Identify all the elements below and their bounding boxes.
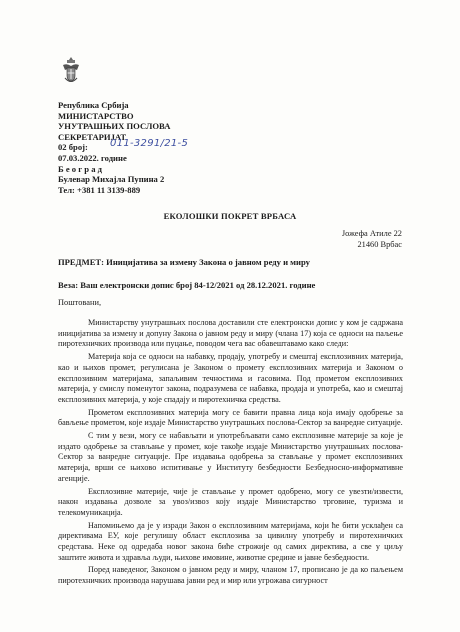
body-paragraph: Прометом експлозивних материја могу се бавити правна лица која имају одобрење за бављење прометом, које издаје Министарство унутрашњих послова-Сектор за ванредне ситуације. [58,407,403,428]
letter-subject: ПРЕДМЕТ: Иницијатива за измену Закона о јавном реду и миру [58,257,310,267]
republic-name: Република Србија [58,100,129,110]
body-paragraph: Поред наведеног, Законом о јавном реду и миру, чланом 17, прописано је да ко паљењем пиротехничких производа нарушава јавни ред и мир или угрожава сигурност [58,565,403,586]
addressee-street: Јожефа Атиле 22 [341,229,402,238]
letter-reference: Веза: Ваш електронски допис број 84-12/2021 од 28.12.2021. године [58,280,316,290]
body-paragraph: Министарству унутрашњих послова доставили сте електронски допис у ком је садржана иницијатива за измену и допуну Закона о јавном реду и миру (члана 17) која се односи на паљење пиротехничких производа или пуцање, поводом чега вас обавештавамо како следи: [58,318,403,349]
body-paragraph: Материја која се односи на набавку, продају, употребу и смештај експлозивних материја, као и њихов промет, регулисана је Законом о промету експлозивних материја и Законом о експлозивним материјама, запаљивим течностима и гасовима. Под прометом експлозивних материја, у смислу поменутог закона, подразумева се набавка, продаја и употреба, као и смештај експлозивних материја, у које спадају и пиротехничка средства. [58,352,403,404]
letter-body [58,318,403,587]
ministry-name-line1: МИНИСТАРСТВО [58,110,134,121]
body-paragraph: С тим у вези, могу се набављати и употребљавати само експлозивне материје за које је издато одобрење за стављање у промет, које такође издаје Министарство унутрашњих послова-Сектор за ванредне ситуације. Пре издавања одобрења за стављање у промет експлозивних материја, врши се њихово испитивање у Институту безбедности Безбедносно-информативне агенције. [58,431,403,483]
addressee-address [342,228,402,250]
greeting: Поштовани, [58,298,102,307]
sender-phone: Тел: +381 11 3139-889 [58,184,141,195]
registration-label: 02 број: [58,142,88,153]
secretariat-name: СЕКРЕТАРИЈАТ [58,131,127,142]
sender-street: Булевар Михајла Пупина 2 [58,174,165,185]
addressee-city: 21460 Врбас [357,240,402,249]
letter-date: 07.03.2022. године [58,152,127,163]
handwritten-registration-number: 011-3291/21-5 [110,138,189,150]
serbia-coat-of-arms-icon [61,56,81,86]
addressee-name: ЕКОЛОШКИ ПОКРЕТ ВРБАСА [163,211,297,221]
body-paragraph: Напомињемо да је у изради Закон о експлозивним материјама, који ће бити усклађен са директивама ЕУ, које регулишу област експлозива за цивилну употребу и пиротехничких средстава. Неке од одредаба новог закона биће строжије од самих директива, а све у циљу заштите живота и здравља људи, њихове имовине, животне средине и јавне безбедности. [58,520,403,562]
ministry-name-line2: УНУТРАШЊИХ ПОСЛОВА [58,121,171,132]
sender-city: Б е о г р а д [58,163,103,174]
sender-header [58,100,189,195]
registration-number-line [58,138,189,153]
body-paragraph: Експлозивне материје, чије је стављање у промет одобрено, могу се увезти/извести, након издавања дозволе за увоз/извоз коју издаје Министарство трговине, туризма и телекомуникација. [58,486,403,517]
